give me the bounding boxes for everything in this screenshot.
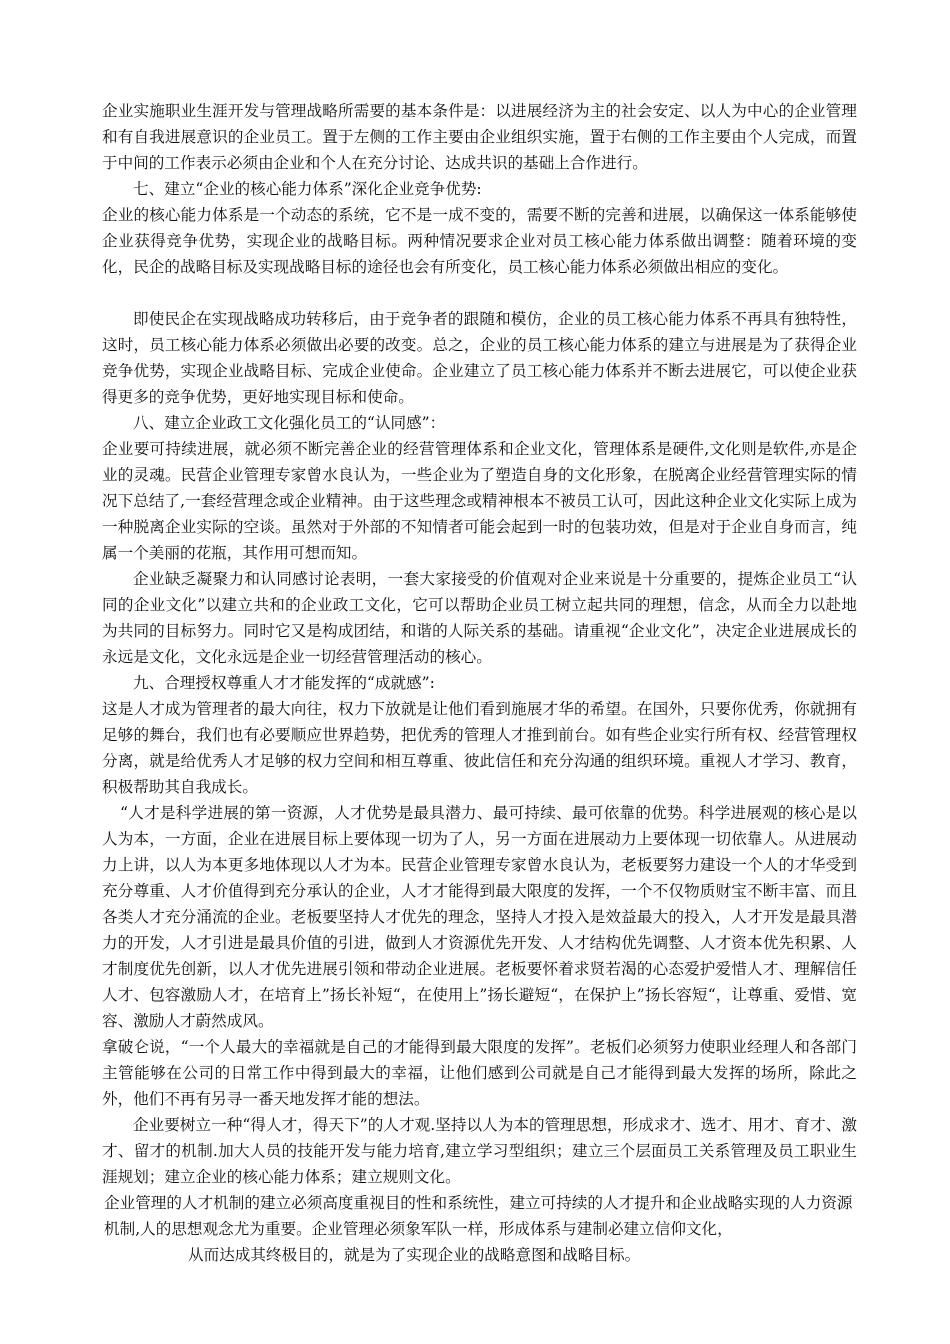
section-heading-7: 七、建立“企业的核心能力体系”深化企业竞争优势: bbox=[133, 180, 482, 198]
paragraph-talent-view: 企业要树立一种“得人才，得天下”的人才观.坚持以人为本的管理思想，形成求才、选才、用才、育才、激才、留才的机制.加大人员的技能开发与能力培育,建立学习型组织；建立三个层面员工关系管理及员工职业生涯规划；建立企业的核心能力体系；建立规则文化。 bbox=[102, 1116, 857, 1186]
paragraph-talent-mechanism: 企业管理的人才机制的建立必须高度重视目的性和系统性，建立可持续的人才提升和企业战略实现的人力资源机制,人的思想观念尤为重要。企业管理必须象军队一样，形成体系与建制必建立信仰文化， bbox=[104, 1194, 853, 1238]
paragraph-ultimate-goal: 从而达成其终极目的，就是为了实现企业的战略意图和战略目标。 bbox=[188, 1246, 641, 1264]
paragraph-napoleon-quote: 拿破仑说，“一个人最大的幸福就是自己的才能得到最大限度的发挥”。老板们必须努力使职业经理人和各部门主管能够在公司的日常工作中得到最大的幸福，让他们感到公司就是自己才能得到最大发挥的场所，除此之外，他们不再有另寻一番天地发挥才能的想法。 bbox=[102, 1038, 857, 1108]
section-heading-9: 九、合理授权尊重人才才能发挥的“成就感”: bbox=[133, 674, 435, 692]
paragraph-cohesion-identity: 企业缺乏凝聚力和认同感讨论表明，一套大家接受的价值观对企业来说是十分重要的，提炼企业员工“认同的企业文化”以建立共和的企业政工文化，它可以帮助企业员工树立起共同的理想，信念，从而全力以赴地为共同的目标努力。同时它又是构成团结，和谐的人际关系的基础。请重视“企业文化”，决定企业进展成长的永远是文化，文化永远是企业一切经营管理活动的核心。 bbox=[102, 570, 857, 666]
section-heading-8: 八、建立企业政工文化强化员工的“认同感”： bbox=[133, 414, 446, 432]
paragraph-competency-change: 即使民企在实现战略成功转移后，由于竞争者的跟随和模仿，企业的员工核心能力体系不再具有独特性，这时，员工核心能力体系必须做出必要的改变。总之，企业的员工核心能力体系的建立与进展是为了获得企业竞争优势，实现企业战略目标、完成企业使命。企业建立了员工核心能力体系并不断去进展它，可以使企业获得更多的竞争优势，更好地实现目标和使命。 bbox=[102, 310, 857, 406]
paragraph-enterprise-culture: 企业要可持续进展，就必须不断完善企业的经营管理体系和企业文化，管理体系是硬件,文化则是软件,亦是企业的灵魂。民营企业管理专家曾水良认为，一些企业为了塑造自身的文化形象，在脱离企业经营管理实际的情况下总结了,一套经营理念或企业精神。由于这些理念或精神根本不被员工认可，因此这种企业文化实际上成为一种脱离企业实际的空谈。虽然对于外部的不知情者可能会起到一时的包装功效，但是对于企业自身而言，纯属一个美丽的花瓶，其作用可想而知。 bbox=[102, 440, 857, 562]
paragraph-talent-first-resource: “人才是科学进展的第一资源，人才优势是最具潜力、最可持续、最可依靠的优势。科学进展观的核心是以人为本，一方面，企业在进展目标上要体现一切为了人，另一方面在进展动力上要体现一切依靠人。从进展动力上讲，以人为本更多地体现以人才为本。民营企业管理专家曾水良认为，老板要努力建设一个人的才华受到充分尊重、人才价值得到充分承认的企业，人才才能得到最大限度的发挥，一个不仅物质财宝不断丰富、而且各类人才充分涌流的企业。老板要坚持人才优先的理念，坚持人才投入是效益最大的投入，人才开发是最具潜力的开发，人才引进是最具价值的引进，做到人才资源优先开发、人才结构优先调整、人才资本优先积累、人才制度优先创新，以人才优先进展引领和带动企业进展。老板要怀着求贤若渴的心态爱护爱惜人才、理解信任人才、包容激励人才，在培育上”扬长补短“，在使用上”扬长避短“，在保护上”扬长容短“，让尊重、爱惜、宽容、激励人才蔚然成风。 bbox=[102, 804, 857, 1030]
paragraph-career-development-conditions: 企业实施职业生涯开发与管理战略所需要的基本条件是：以进展经济为主的社会安定、以人为中心的企业管理和有自我进展意识的企业员工。置于左侧的工作主要由企业组织实施，置于右侧的工作主要由个人完成，而置于中间的工作表示必须由企业和个人在充分讨论、达成共识的基础上合作进行。 bbox=[102, 102, 857, 172]
paragraph-core-competency-system: 企业的核心能力体系是一个动态的系统，它不是一成不变的，需要不断的完善和进展，以确保这一体系能够使企业获得竞争优势，实现企业的战略目标。两种情况要求企业对员工核心能力体系做出调整：随着环境的变化，民企的战略目标及实现战略目标的途径也会有所变化，员工核心能力体系必须做出相应的变化。 bbox=[102, 206, 857, 276]
paragraph-talent-empowerment: 这是人才成为管理者的最大向往，权力下放就是让他们看到施展才华的希望。在国外，只要你优秀，你就拥有足够的舞台，我们也有必要顺应世界趋势，把优秀的管理人才推到前台。如有些企业实行所有权、经营管理权分离，就是给优秀人才足够的权力空间和相互尊重、彼此信任和充分沟通的组织环境。重视人才学习、教育，积极帮助其自我成长。 bbox=[102, 700, 857, 796]
